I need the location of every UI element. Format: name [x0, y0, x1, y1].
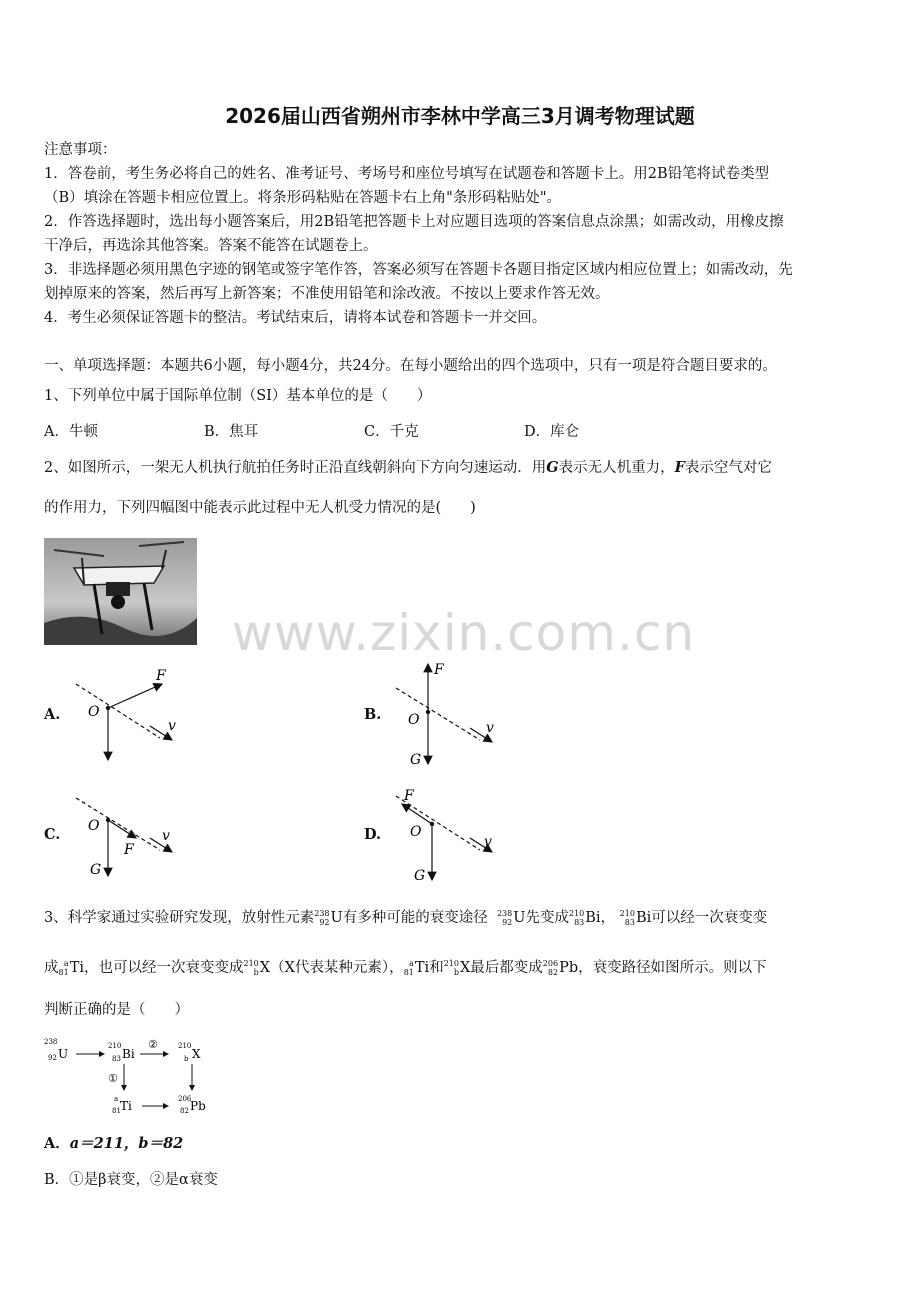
q3-stem-line1 [44, 908, 767, 928]
isotope-bi210: 210 83Bi [619, 909, 652, 927]
q3-option-a [44, 1134, 183, 1154]
ti-z: 81 [112, 1107, 121, 1115]
q3-text: 3、科学家通过实验研究发现，放射性元素 [44, 910, 315, 926]
gravity-g-label: G [410, 752, 422, 768]
point-o-label: O [410, 824, 422, 840]
q2-option-a-label: A. [44, 706, 61, 723]
path-label-2: ② [148, 1038, 158, 1051]
velocity-v-label: v [168, 718, 176, 734]
gravity-g-label: G [90, 862, 102, 878]
notice-line: 划掉原来的答案，然后再写上新答案；不准使用铅笔和涂改液。不按以上要求作答无效。 [44, 286, 610, 302]
q3-text: ，也可以经一次衰变变成 [84, 960, 244, 976]
point-o-label: O [408, 712, 420, 728]
q3-text: 成 [44, 960, 59, 976]
q3-text: 先变成 [525, 910, 569, 926]
notice-line: （B）填涂在答题卡相应位置上。将条形码粘贴在答题卡右上角"条形码粘贴处"。 [44, 190, 561, 206]
ti-mass: a [114, 1095, 119, 1103]
page-title: 2026届山西省朔州市李林中学高三3月调考物理试题 [225, 104, 695, 128]
q1-stem: 1、下列单位中属于国际单位制（SI）基本单位的是（ ） [44, 388, 432, 404]
q1-option-b: B．焦耳 [204, 424, 259, 440]
x-symbol: X [192, 1047, 201, 1061]
force-f-label: F [156, 668, 166, 684]
path-label-1: ① [108, 1072, 118, 1085]
q2-option-c-label: C. [44, 826, 61, 843]
isotope-u238: 238 92U [314, 909, 343, 927]
q2-text: 表示无人机重力， [558, 460, 675, 476]
q3-text: （X代表某种元素）， [270, 960, 404, 976]
force-diagram-a [72, 668, 182, 768]
gravity-g-label: G [414, 868, 426, 884]
q3-option-a-label: A． [44, 1135, 70, 1152]
q1-option-c: C．千克 [364, 424, 419, 440]
velocity-v-label: v [486, 720, 494, 736]
isotope-x: 210 bX [443, 959, 471, 977]
q2-stem-line1 [44, 458, 772, 478]
watermark: www.zixin.com.cn [232, 604, 696, 662]
q3-text: 和 [429, 960, 444, 976]
q3-option-b: B．①是β衰变，②是α衰变 [44, 1172, 218, 1188]
force-diagram-d [392, 784, 502, 884]
velocity-v-label: v [484, 834, 492, 850]
q2-option-d-label: D. [364, 826, 382, 843]
q1-option-a: A．牛顿 [44, 424, 98, 440]
q3-stem-line3: 判断正确的是（ ） [44, 1002, 189, 1018]
notice-line: 4．考生必须保证答题卡的整洁。考试结束后，请将本试卷和答题卡一并交回。 [44, 310, 547, 326]
section-heading: 一、单项选择题：本题共6小题，每小题4分，共24分。在每小题给出的四个选项中，只有一项是符合题目要求的。 [44, 358, 777, 374]
notice-heading: 注意事项： [44, 142, 117, 158]
velocity-v-label: v [162, 828, 170, 844]
drone-photo [44, 538, 197, 645]
isotope-pb206: 206 82Pb [542, 959, 579, 977]
notice-line: 3．非选择题必须用黑色字迹的钢笔或签字笔作答，答案必须写在答题卡各题目指定区域内相应位置上；如需改动，先 [44, 262, 793, 278]
isotope-x: 210 bX [243, 959, 271, 977]
q2-option-b-label: B. [364, 706, 382, 723]
force-diagram-b [392, 660, 502, 770]
notice-line: 1．答卷前，考生务必将自己的姓名、准考证号、考场号和座位号填写在试题卷和答题卡上。用2B铅笔将试卷类型 [44, 166, 770, 182]
q1-option-d: D．库仑 [524, 424, 580, 440]
notice-line: 2．作答选择题时，选出每小题答案后，用2B铅笔把答题卡上对应题目选项的答案信息点涂黑；如需改动，用橡皮擦 [44, 214, 784, 230]
isotope-u238: 238 92U [496, 909, 526, 927]
q3-text: 有多种可能的衰变途径 [342, 910, 488, 926]
isotope-bi210: 210 83Bi [568, 909, 601, 927]
q3-text: 可以经一次衰变变 [651, 910, 768, 926]
q3-text: ，衰变路径如图所示。则以下 [578, 960, 767, 976]
q2-symbol-g: G [546, 459, 559, 476]
u-symbol: U [58, 1047, 69, 1061]
x-mass: 210 [178, 1042, 192, 1050]
force-f-label: F [124, 842, 134, 858]
q3-stem-line2 [44, 958, 767, 978]
q2-text: 2、如图所示，一架无人机执行航拍任务时正沿直线朝斜向下方向匀速运动．用 [44, 460, 547, 476]
pb-symbol: Pb [190, 1099, 206, 1113]
force-diagram-c [72, 790, 182, 880]
x-z: b [184, 1055, 189, 1063]
q3-text: 最后都变成 [470, 960, 543, 976]
pb-z: 82 [180, 1107, 189, 1115]
bi-symbol: Bi [122, 1047, 135, 1061]
bi-mass: 210 [108, 1042, 122, 1050]
force-f-label: F [434, 662, 444, 678]
isotope-ti: a 81Ti [403, 959, 430, 977]
u-mass: 238 [44, 1038, 58, 1046]
ti-symbol: Ti [120, 1099, 132, 1113]
force-f-label: F [404, 788, 414, 804]
point-o-label: O [88, 818, 100, 834]
isotope-ti: a 81Ti [58, 959, 84, 977]
q3-text: ， [600, 910, 616, 926]
q3-option-a-text: a＝211，b＝82 [69, 1135, 184, 1152]
bi-z: 83 [112, 1055, 121, 1063]
q2-text: 表示空气对它 [684, 460, 772, 476]
notice-line: 干净后，再选涂其他答案。答案不能答在试题卷上。 [44, 238, 378, 254]
point-o-label: O [88, 704, 100, 720]
u-z: 92 [48, 1054, 57, 1062]
q2-stem-line2: 的作用力，下列四幅图中能表示此过程中无人机受力情况的是( ) [44, 500, 476, 516]
decay-path-diagram [44, 1036, 224, 1118]
q2-symbol-f: F [674, 459, 685, 476]
pb-mass: 206 [178, 1095, 192, 1103]
